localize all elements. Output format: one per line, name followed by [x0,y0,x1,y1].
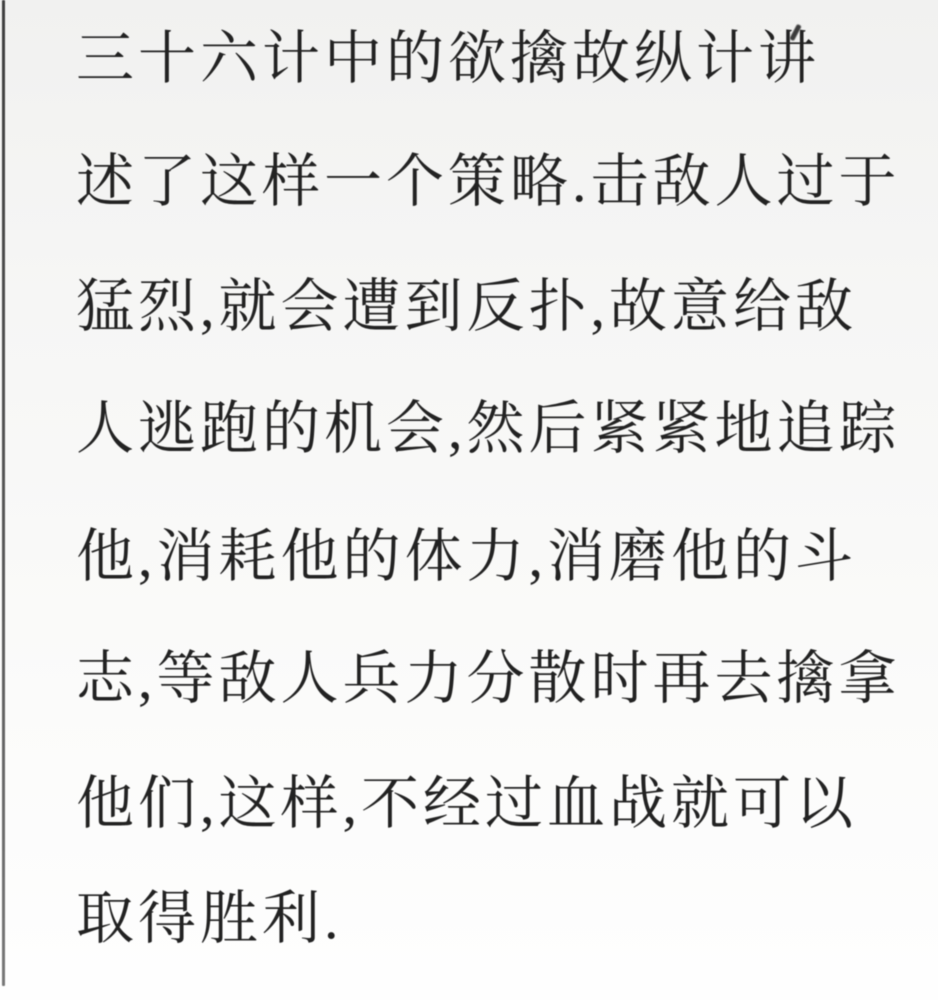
text-line-7: 他们,这样,不经过血战就可以 [76,771,858,836]
text-line-3: 猛烈,就会遭到反扑,故意给敌 [76,274,858,339]
text-line-4: 人逃跑的机会,然后紧紧地追踪 [76,396,901,461]
text-line-1: 三十六计中的欲擒故纵计讲 [76,26,821,91]
text-line-2: 述了这样一个策略.击敌人过于 [76,149,901,214]
text-line-6: 志,等敌人兵力分散时再去擒拿 [76,646,901,711]
text-line-5: 他,消耗他的体力,消磨他的斗 [76,524,858,589]
text-line-8: 取得胜利. [76,886,343,951]
